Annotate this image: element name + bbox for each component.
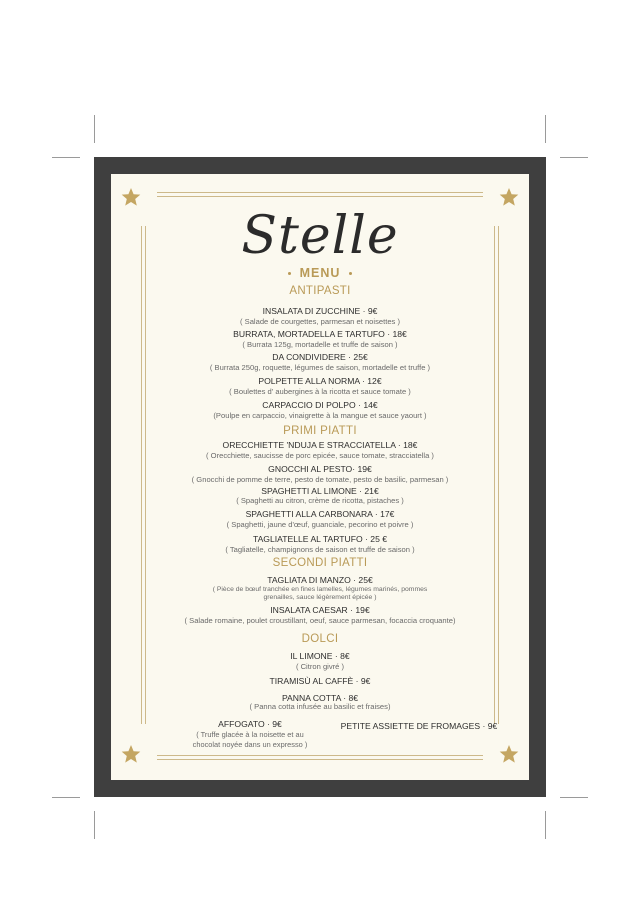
menu-item-desc: chocolat noyée dans un expresso ) bbox=[192, 740, 308, 749]
menu-item-desc: ( Truffe glacée à la noisette et au bbox=[196, 730, 304, 739]
menu-item-desc: (Poulpe en carpaccio, vinaigrette à la mangue et sauce yaourt ) bbox=[213, 411, 427, 420]
menu-frame bbox=[94, 157, 546, 797]
menu-item-name: DA CONDIVIDERE · 25€ bbox=[272, 352, 368, 362]
menu-item-name: PETITE ASSIETTE DE FROMAGES · 9€ bbox=[340, 721, 498, 731]
dolci-right-column bbox=[339, 721, 499, 731]
menu-item-desc: grenailles, sauce légèrement épicée ) bbox=[263, 594, 377, 601]
crop-mark bbox=[52, 797, 80, 798]
menu-label: MENU bbox=[299, 266, 341, 280]
menu-item-name: POLPETTE ALLA NORMA · 12€ bbox=[258, 376, 382, 386]
star-icon bbox=[121, 744, 141, 764]
menu-item-name: AFFOGATO · 9€ bbox=[218, 719, 282, 729]
menu-item-desc: ( Spaghetti, jaune d'œuf, guanciale, pecorino et poivre ) bbox=[226, 520, 414, 529]
section-title-antipasti: ANTIPASTI bbox=[289, 285, 351, 297]
restaurant-title: Stelle bbox=[241, 206, 399, 266]
menu-item-desc: ( Salade de courgettes, parmesan et noisettes ) bbox=[240, 317, 400, 326]
menu-item-name: INSALATA CAESAR · 19€ bbox=[270, 605, 370, 615]
menu-item-desc: ( Burrata 125g, mortadelle et truffe de saison ) bbox=[242, 340, 398, 349]
menu-item-name: CARPACCIO DI POLPO · 14€ bbox=[262, 400, 378, 410]
top-rule bbox=[157, 192, 483, 193]
menu-item-desc: ( Burrata 250g, roquette, légumes de saison, mortadelle et truffe ) bbox=[209, 363, 431, 372]
menu-item-desc: ( Orecchiette, saucisse de porc epicée, sauce tomate, stracciatella ) bbox=[206, 451, 434, 460]
dot-icon bbox=[349, 272, 352, 275]
crop-mark bbox=[94, 115, 95, 143]
menu-item-name: ORECCHIETTE 'NDUJA E STRACCIATELLA · 18€ bbox=[222, 440, 418, 450]
menu-item-name: BURRATA, MORTADELLA E TARTUFO · 18€ bbox=[233, 329, 407, 339]
star-icon bbox=[121, 187, 141, 207]
menu-item-desc: ( Citron givré ) bbox=[295, 662, 345, 671]
menu-item-name: SPAGHETTI AL LIMONE · 21€ bbox=[261, 486, 379, 496]
dot-icon bbox=[288, 272, 291, 275]
crop-mark bbox=[52, 157, 80, 158]
crop-mark bbox=[94, 811, 95, 839]
menu-item-name: GNOCCHI AL PESTO· 19€ bbox=[268, 464, 372, 474]
menu-paper bbox=[111, 174, 529, 780]
crop-mark bbox=[560, 157, 588, 158]
section-title-dolci: DOLCI bbox=[301, 633, 339, 645]
star-icon bbox=[499, 187, 519, 207]
crop-mark bbox=[545, 115, 546, 143]
crop-mark bbox=[560, 797, 588, 798]
menu-item-desc: ( Gnocchi de pomme de terre, pesto de tomate, pesto de basilic, parmesan ) bbox=[191, 475, 449, 484]
menu-item-desc: ( Boulettes d' aubergines à la ricotta et sauce tomate ) bbox=[229, 387, 411, 396]
star-icon bbox=[499, 744, 519, 764]
menu-item-name: SPAGHETTI ALLA CARBONARA · 17€ bbox=[245, 509, 395, 519]
menu-item-desc: ( Tagliatelle, champignons de saison et truffe de saison ) bbox=[225, 545, 415, 554]
menu-item-desc: ( Spaghetti au citron, crème de ricotta, pistaches ) bbox=[236, 496, 404, 505]
menu-item-name: TAGLIATA DI MANZO · 25€ bbox=[267, 575, 373, 585]
menu-item-name: TIRAMISÙ AL CAFFÈ · 9€ bbox=[269, 676, 371, 686]
section-title-primi: PRIMI PIATTI bbox=[283, 425, 357, 437]
top-rule bbox=[157, 196, 483, 197]
menu-item-desc: ( Salade romaine, poulet croustillant, oeuf, sauce parmesan, focaccia croquante) bbox=[184, 616, 456, 625]
menu-item-name: IL LIMONE · 8€ bbox=[290, 651, 350, 661]
menu-heading bbox=[111, 266, 529, 280]
menu-item-desc: ( Pièce de bœuf tranchée en fines lamelles, légumes marinés, pommes bbox=[212, 586, 428, 593]
section-title-secondi: SECONDI PIATTI bbox=[272, 557, 368, 569]
bottom-rule bbox=[157, 759, 483, 760]
crop-mark bbox=[545, 811, 546, 839]
menu-item-name: INSALATA DI ZUCCHINE · 9€ bbox=[262, 306, 378, 316]
menu-item-name: PANNA COTTA · 8€ bbox=[281, 693, 359, 703]
bottom-rule bbox=[157, 755, 483, 756]
menu-item-name: TAGLIATELLE AL TARTUFO · 25 € bbox=[252, 534, 388, 544]
menu-item-desc: ( Panna cotta infusée au basilic et fraises) bbox=[249, 702, 391, 711]
dolci-left-column bbox=[175, 719, 325, 750]
